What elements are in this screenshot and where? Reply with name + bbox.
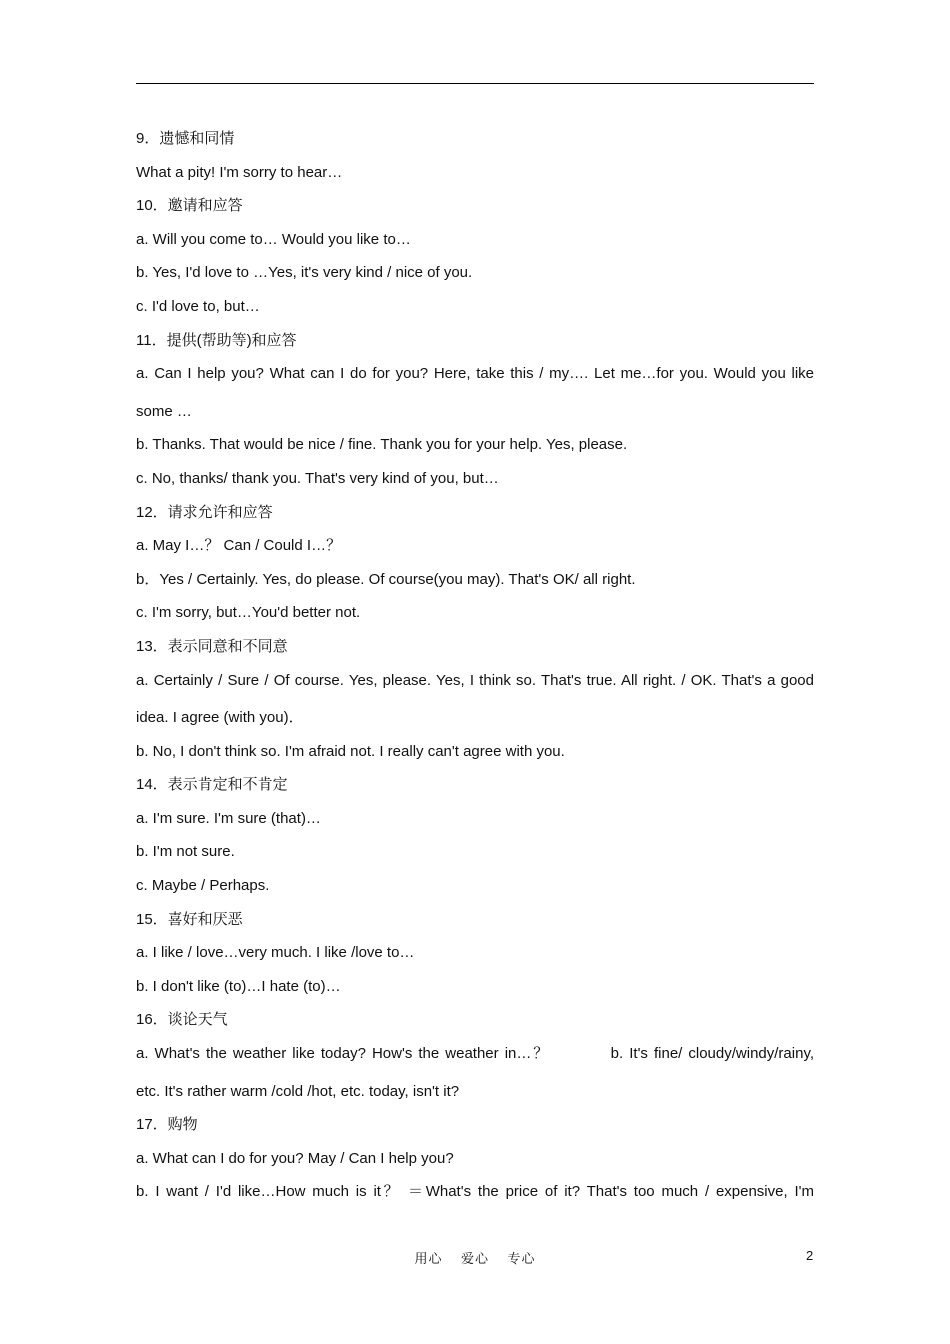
section-heading: 14．表示肯定和不肯定 (136, 776, 288, 794)
text-line: a. What's the weather like today? How's the weather in…？ b. It's fine/ cloudy/windy/rainy, (136, 1045, 814, 1063)
text-line: a. May I…？ Can / Could I…？ (136, 537, 342, 555)
text-line: a. Certainly / Sure / Of course. Yes, please. Yes, I think so. That's true. All right. / OK. That's a good (136, 671, 814, 689)
section-heading: 9．遗憾和同情 (136, 130, 235, 147)
text-line: b. I want / I'd like…How much is it？ ＝What's the price of it? That's too much / expensive, I'm (136, 1183, 814, 1201)
text-line: c. I'm sorry, but…You'd better not. (136, 604, 361, 622)
text-line: b. Thanks. That would be nice / fine. Thank you for your help. Yes, please. (136, 436, 628, 454)
text-line: b. I'm not sure. (136, 843, 235, 861)
text-line: c. No, thanks/ thank you. That's very kind of you, but… (136, 469, 499, 487)
section-heading: 13．表示同意和不同意 (136, 637, 288, 655)
text-line: c. I'd love to, but… (136, 297, 260, 315)
text-line: b. Yes, I'd love to …Yes, it's very kind / nice of you. (136, 264, 473, 282)
section-heading: 15．喜好和厌恶 (136, 910, 243, 928)
text-line: etc. It's rather warm /cold /hot, etc. today, isn't it? (136, 1082, 460, 1100)
text-line: a. I like / love…very much. I like /love to… (136, 944, 415, 962)
header-rule (136, 83, 814, 84)
text-line: a. I'm sure. I'm sure (that)… (136, 809, 321, 827)
footer-motto: 用心 爱心 专心 (414, 1251, 536, 1266)
text-line: What a pity! I'm sorry to hear… (136, 163, 343, 181)
text-line: a. Will you come to… Would you like to… (136, 230, 411, 248)
section-heading: 17．购物 (136, 1116, 198, 1134)
text-line: b．Yes / Certainly. Yes, do please. Of course(you may). That's OK/ all right. (136, 570, 636, 588)
text-line: a. Can I help you? What can I do for you? Here, take this / my…. Let me…for you. Would you like (136, 365, 814, 383)
text-line: idea. I agree (with you)． (136, 709, 304, 727)
text-line: b. I don't like (to)…I hate (to)… (136, 977, 341, 995)
section-heading: 11．提供(帮助等)和应答 (136, 331, 297, 349)
text-line: some … (136, 402, 192, 420)
page-number: 2 (806, 1248, 814, 1263)
section-heading: 16．谈论天气 (136, 1011, 228, 1029)
text-line: a. What can I do for you? May / Can I help you? (136, 1149, 454, 1167)
text-line: c. Maybe / Perhaps. (136, 877, 270, 895)
document-body (136, 122, 814, 1209)
text-line: b. No, I don't think so. I'm afraid not. I really can't agree with you. (136, 742, 565, 760)
section-heading: 10．邀请和应答 (136, 197, 243, 215)
section-heading: 12．请求允许和应答 (136, 503, 273, 521)
